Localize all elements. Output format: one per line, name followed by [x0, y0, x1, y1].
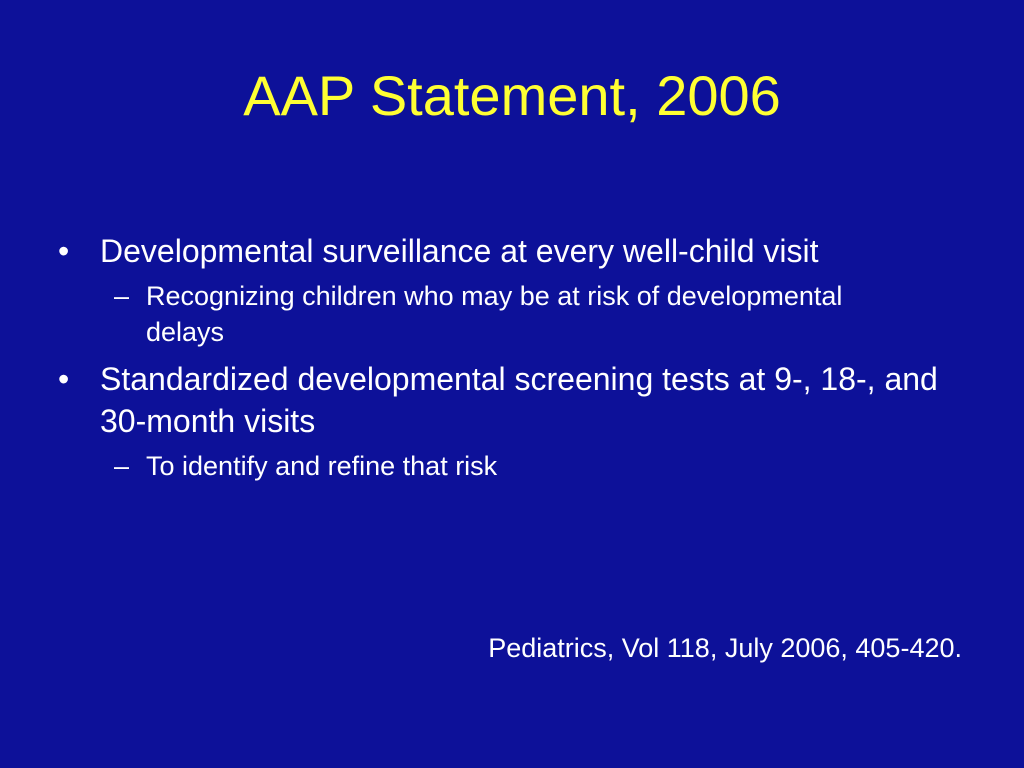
- bullet-marker: •: [58, 233, 70, 269]
- sub-bullet-marker: –: [114, 281, 130, 311]
- sub-bullet-marker: –: [114, 451, 130, 481]
- citation: Pediatrics, Vol 118, July 2006, 405-420.: [488, 633, 962, 663]
- slide-title: AAP Statement, 2006: [243, 64, 781, 127]
- bullet-text: Standardized developmental screening tests at 9-, 18-, and 30-month visits: [100, 361, 938, 439]
- bullet-text: Developmental surveillance at every well-child visit: [100, 233, 819, 269]
- sub-bullet-item-identify: [114, 448, 958, 484]
- sub-bullet-item-risk: [114, 278, 958, 350]
- bullet-item-surveillance: [58, 230, 958, 272]
- bullet-list: [58, 230, 958, 492]
- bullet-marker: •: [58, 361, 70, 397]
- bullet-item-screening: [58, 358, 958, 442]
- sub-bullet-text: Recognizing children who may be at risk of developmental delays: [146, 281, 843, 347]
- sub-bullet-text: To identify and refine that risk: [146, 451, 498, 481]
